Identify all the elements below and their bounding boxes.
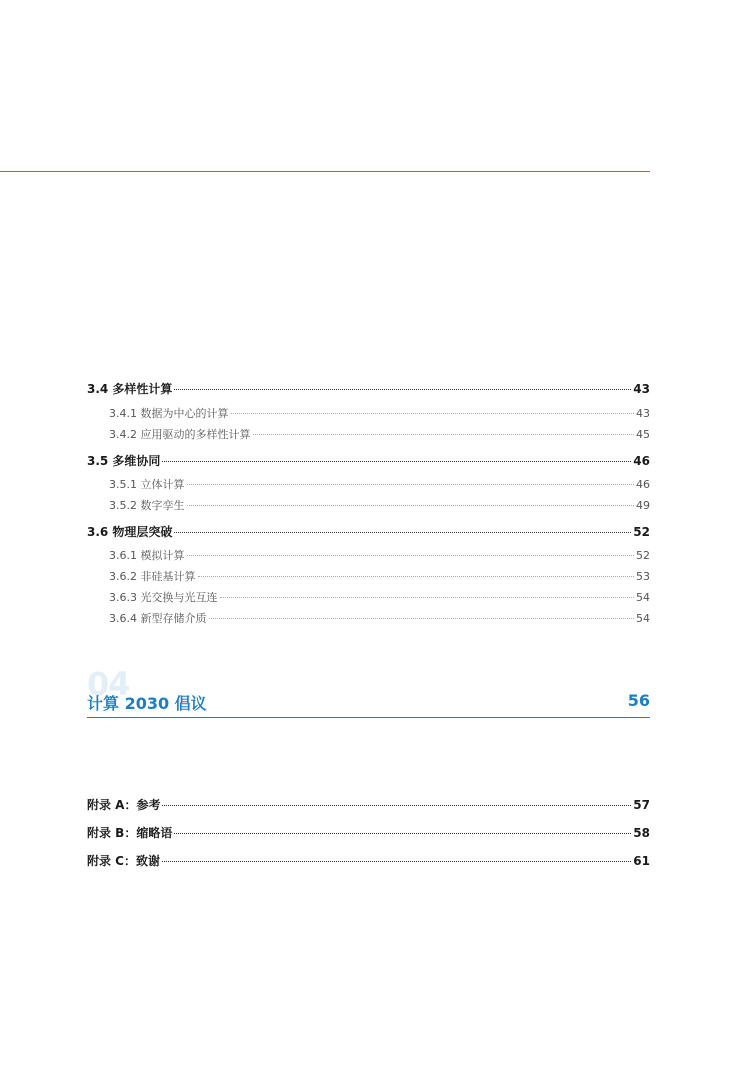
toc-entry-3-4-2[interactable]: 3.4.2 应用驱动的多样性计算 45 bbox=[109, 428, 650, 441]
toc-entry-appendix-b[interactable]: 附录 B：缩略语 58 bbox=[87, 826, 650, 840]
dot-leader bbox=[187, 484, 635, 485]
dot-leader bbox=[231, 413, 635, 414]
toc-entry-3-6[interactable]: 3.6 物理层突破 52 bbox=[87, 525, 650, 539]
toc-entry-3-6-2[interactable]: 3.6.2 非硅基计算 53 bbox=[109, 570, 650, 583]
toc-entry-3-5-1[interactable]: 3.5.1 立体计算 46 bbox=[109, 478, 650, 491]
dot-leader bbox=[209, 618, 635, 619]
dot-leader bbox=[253, 434, 635, 435]
chapter-04-heading[interactable] bbox=[87, 665, 650, 719]
top-divider bbox=[0, 171, 650, 172]
toc-entry-3-6-1[interactable]: 3.6.1 模拟计算 52 bbox=[109, 549, 650, 562]
chapter-number: 04 bbox=[87, 665, 130, 703]
toc-entry-3-5[interactable]: 3.5 多维协同 46 bbox=[87, 454, 650, 468]
toc-entry-3-5-2[interactable]: 3.5.2 数字孪生 49 bbox=[109, 499, 650, 512]
chapter-underline bbox=[87, 717, 650, 718]
toc-entry-3-4-1[interactable]: 3.4.1 数据为中心的计算 43 bbox=[109, 407, 650, 420]
dot-leader bbox=[187, 505, 635, 506]
dot-leader bbox=[174, 833, 631, 834]
dot-leader bbox=[162, 861, 631, 862]
toc-entry-3-4[interactable]: 3.4 多样性计算 43 bbox=[87, 382, 650, 396]
chapter-title: 计算 2030 倡议 bbox=[87, 694, 207, 713]
dot-leader bbox=[162, 461, 631, 462]
chapter-page: 56 bbox=[627, 691, 650, 710]
dot-leader bbox=[220, 597, 635, 598]
toc-entry-3-6-3[interactable]: 3.6.3 光交换与光互连 54 bbox=[109, 591, 650, 604]
dot-leader bbox=[187, 555, 635, 556]
dot-leader bbox=[198, 576, 635, 577]
dot-leader bbox=[174, 389, 631, 390]
toc-entry-appendix-c[interactable]: 附录 C：致谢 61 bbox=[87, 854, 650, 868]
dot-leader bbox=[174, 532, 631, 533]
toc-entry-3-6-4[interactable]: 3.6.4 新型存储介质 54 bbox=[109, 612, 650, 625]
dot-leader bbox=[162, 805, 631, 806]
toc-entry-appendix-a[interactable]: 附录 A：参考 57 bbox=[87, 798, 650, 812]
